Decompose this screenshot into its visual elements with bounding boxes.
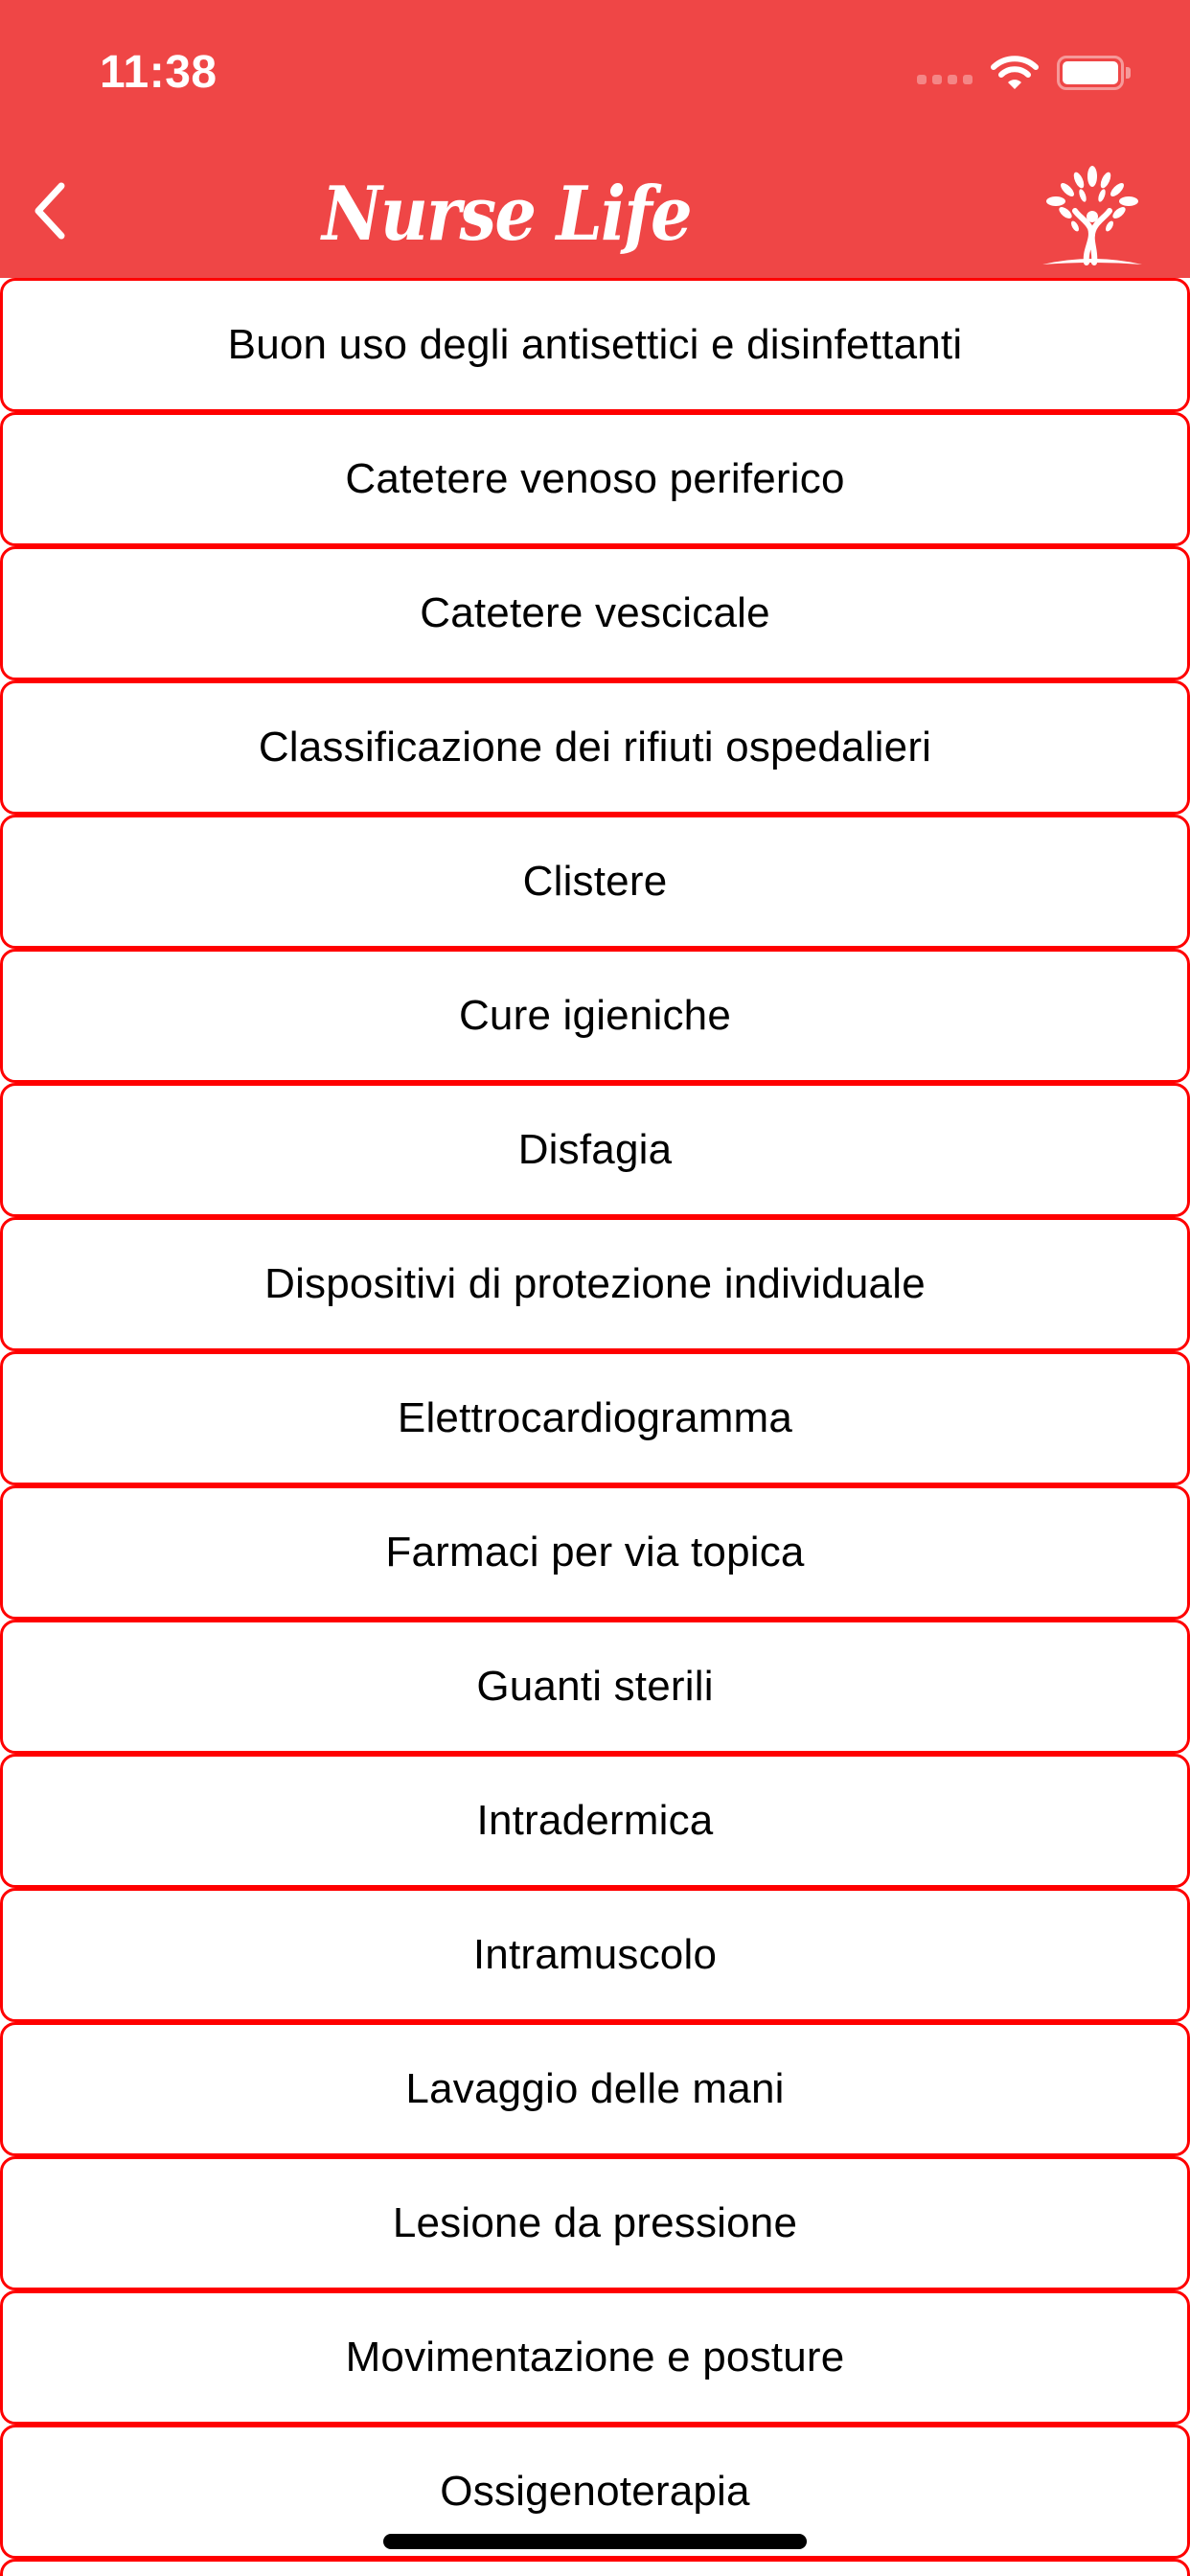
topic-list	[0, 278, 1190, 2576]
signal-dots-icon	[917, 75, 973, 84]
topic-button[interactable]	[0, 278, 1190, 412]
home-indicator[interactable]	[383, 2534, 807, 2549]
topic-button[interactable]	[0, 412, 1190, 546]
tree-of-life-icon	[1037, 161, 1148, 272]
topic-button[interactable]	[0, 815, 1190, 949]
header	[0, 0, 1190, 278]
topic-button[interactable]	[0, 1754, 1190, 1888]
topic-label: Catetere vescicale	[420, 589, 770, 636]
topic-button[interactable]	[0, 2156, 1190, 2290]
topic-label: Farmaci per via topica	[385, 1529, 805, 1576]
topic-label: Movimentazione e posture	[345, 2334, 845, 2380]
status-time: 11:38	[100, 47, 217, 98]
topic-button[interactable]	[0, 1217, 1190, 1351]
back-button[interactable]	[21, 172, 79, 249]
battery-icon	[1057, 56, 1131, 90]
topic-button[interactable]	[0, 1888, 1190, 2022]
topic-button[interactable]	[0, 1083, 1190, 1217]
topic-button[interactable]	[0, 2022, 1190, 2156]
app-title: Nurse Life	[322, 171, 691, 258]
topic-label: Dispositivi di protezione individuale	[264, 1260, 926, 1307]
status-icons	[917, 54, 1131, 92]
wifi-icon	[990, 54, 1040, 92]
topic-label: Elettrocardiogramma	[397, 1394, 793, 1441]
topic-button[interactable]	[0, 1620, 1190, 1754]
topic-label: Intradermica	[476, 1797, 714, 1844]
topic-label: Ossigenoterapia	[440, 2468, 750, 2515]
topic-label: Classificazione dei rifiuti ospedalieri	[258, 724, 932, 770]
topic-label: Cure igieniche	[458, 992, 732, 1039]
topic-label: Guanti sterili	[476, 1663, 714, 1710]
topic-button[interactable]	[0, 2290, 1190, 2425]
topic-button[interactable]	[0, 1485, 1190, 1620]
topic-button[interactable]	[0, 680, 1190, 815]
topic-label: Catetere venoso periferico	[345, 455, 845, 502]
topic-label: Clistere	[522, 858, 668, 905]
topic-label: Intramuscolo	[472, 1931, 718, 1978]
topic-button[interactable]	[0, 2559, 1190, 2576]
topic-button[interactable]	[0, 1351, 1190, 1485]
topic-button[interactable]	[0, 949, 1190, 1083]
topic-label: Lesione da pressione	[392, 2199, 798, 2246]
topic-button[interactable]	[0, 546, 1190, 680]
chevron-left-icon	[31, 180, 69, 242]
topic-label: Lavaggio delle mani	[405, 2065, 785, 2112]
topic-label: Buon uso degli antisettici e disinfettanti	[227, 321, 963, 368]
topic-label: Disfagia	[517, 1126, 673, 1173]
